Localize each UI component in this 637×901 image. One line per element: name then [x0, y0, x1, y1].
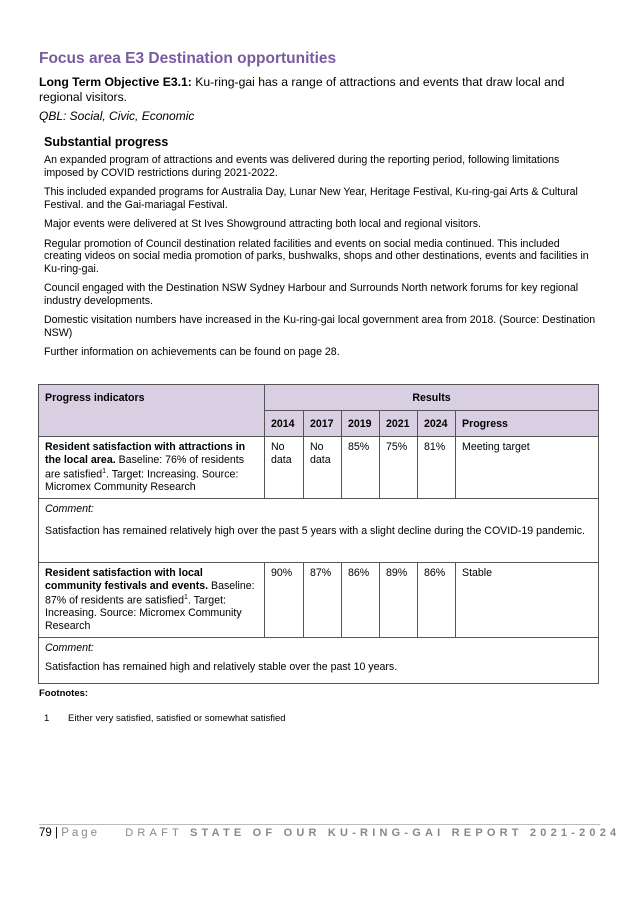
paragraph: Domestic visitation numbers have increased in the Ku-ring-gai local government area from 2018. (Source: Destination NSW)	[44, 314, 596, 339]
result-cell: No data	[304, 437, 342, 499]
qbl-line: QBL: Social, Civic, Economic	[39, 109, 195, 123]
progress-header: Progress	[456, 411, 599, 437]
footnote-number: 1	[44, 713, 50, 724]
footer-separator: |	[55, 827, 58, 839]
indicator-desc: . Target: Increasing. Source: Micromex Community Research	[45, 594, 242, 632]
comment-text: Satisfaction has remained relatively high over the past 5 years with a slight decline during the COVID-19 pandemic.	[45, 524, 585, 537]
result-cell: 85%	[342, 437, 380, 499]
comment-row	[39, 638, 599, 684]
year-header: 2019	[342, 411, 380, 437]
page-footer	[39, 824, 621, 839]
result-cell: No data	[265, 437, 304, 499]
objective-label: Long Term Objective E3.1:	[39, 75, 192, 89]
footnotes-heading: Footnotes:	[39, 688, 89, 699]
progress-cell: Meeting target	[456, 437, 599, 499]
comment-label: Comment:	[45, 642, 94, 654]
comment-row	[39, 499, 599, 563]
indicator-cell	[39, 437, 265, 499]
header-progress-indicators: Progress indicators	[39, 385, 265, 437]
result-cell: 86%	[342, 563, 380, 638]
report-name: STATE OF OUR KU-RING-GAI REPORT 2021-2024	[190, 827, 621, 839]
result-cell: 90%	[265, 563, 304, 638]
page-word: Page	[61, 827, 101, 839]
paragraph: An expanded program of attractions and events was delivered during the reporting period, following limitations imposed by COVID restrictions during 2021-2022.	[44, 154, 560, 179]
footnote-ref: 1	[183, 594, 188, 601]
long-term-objective	[39, 75, 604, 105]
year-header: 2021	[380, 411, 418, 437]
indicator-title: Resident satisfaction with attractions in the local area.	[45, 441, 246, 466]
paragraph: Major events were delivered at St Ives Showground attracting both local and regional visitors.	[44, 218, 481, 230]
table-row	[39, 563, 599, 638]
paragraph: Council engaged with the Destination NSW Sydney Harbour and Surrounds North network forums for key regional industry developments.	[44, 282, 579, 307]
year-header: 2014	[265, 411, 304, 437]
draft-label: DRAFT	[125, 827, 183, 839]
page-number: 79	[39, 827, 52, 839]
paragraph: This included expanded programs for Australia Day, Lunar New Year, Heritage Festival, Ku-ring-gai Arts & Cultural Festival. and the Gai-mariagal Festival.	[44, 186, 578, 211]
progress-heading: Substantial progress	[44, 135, 169, 149]
year-header: 2024	[418, 411, 456, 437]
indicator-cell	[39, 563, 265, 638]
table-row	[39, 437, 599, 499]
page-heading: Focus area E3 Destination opportunities	[39, 50, 337, 67]
comment-label: Comment:	[45, 503, 94, 515]
objective-text: Ku-ring-gai has a range of attractions and events that draw local and regional visitors.	[39, 75, 565, 104]
progress-indicators-table	[38, 384, 599, 684]
indicator-desc: Baseline: 76% of residents are satisfied	[45, 453, 245, 481]
paragraph: Further information on achievements can be found on page 28.	[44, 346, 340, 358]
indicator-title: Resident satisfaction with local community festivals and events.	[45, 567, 209, 592]
indicator-desc: Baseline: 87% of residents are satisfied	[45, 579, 255, 607]
comment-cell	[39, 499, 599, 563]
progress-paragraphs	[44, 154, 599, 366]
indicator-desc: . Target: Increasing. Source: Micromex Community Research	[45, 468, 239, 494]
footnote-item	[44, 713, 286, 724]
header-results: Results	[265, 385, 599, 411]
result-cell: 89%	[380, 563, 418, 638]
report-title	[125, 827, 620, 839]
footnote-ref: 1	[102, 468, 107, 475]
comment-cell	[39, 638, 599, 684]
paragraph: Regular promotion of Council destination related facilities and events on social media continued. This included creating videos on social media promotion of parks, bushwalks, shops and other destinations, events and facilities in Ku-ring-gai.	[44, 237, 589, 275]
comment-text: Satisfaction has remained high and relatively stable over the past 10 years.	[45, 660, 398, 673]
progress-cell: Stable	[456, 563, 599, 638]
result-cell: 75%	[380, 437, 418, 499]
year-header: 2017	[304, 411, 342, 437]
footnote-text: Either very satisfied, satisfied or somewhat satisfied	[68, 713, 286, 724]
result-cell: 87%	[304, 563, 342, 638]
result-cell: 86%	[418, 563, 456, 638]
result-cell: 81%	[418, 437, 456, 499]
